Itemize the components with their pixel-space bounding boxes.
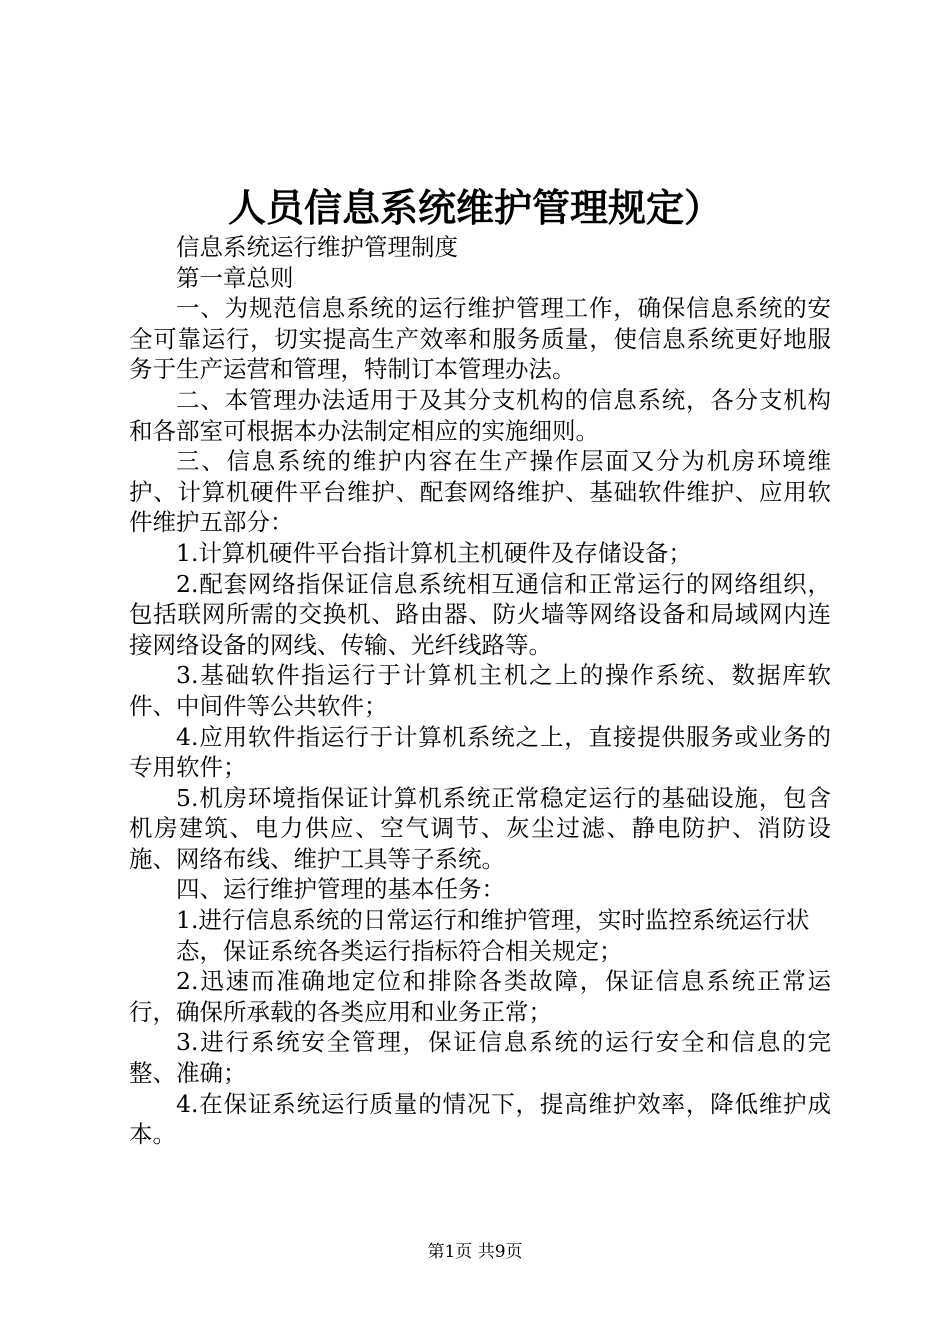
paragraph: 2.迅速而准确地定位和排除各类故障，保证信息系统正常运行，确保所承载的各类应用和业务正常； [129,967,831,1026]
paragraph: 5.机房环境指保证计算机系统正常稳定运行的基础设施，包含机房建筑、电力供应、空气调节、灰尘过滤、静电防护、消防设施、网络布线、维护工具等子系统。 [129,783,831,873]
paragraph: 第一章总则 [176,263,294,292]
paragraph: 态，保证系统各类运行指标符合相关规定； [176,936,623,965]
paragraph: 4.应用软件指运行于计算机系统之上，直接提供服务或业务的专用软件； [129,722,831,782]
paragraph: 信息系统运行维护管理制度 [176,233,458,261]
document-title: 人员信息系统维护管理规定） [227,185,722,230]
paragraph: 1.进行信息系统的日常运行和维护管理，实时监控系统运行状 [176,906,810,935]
paragraph: 1.计算机硬件平台指计算机主机硬件及存储设备； [176,538,692,567]
paragraph: 3.进行系统安全管理，保证信息系统的运行安全和信息的完整、准确； [129,1028,831,1088]
paragraph: 二、本管理办法适用于及其分支机构的信息系统，各分支机构和各部室可根据本办法制定相应的实施细则。 [129,385,831,445]
paragraph: 四、运行维护管理的基本任务： [176,875,505,904]
paragraph: 2.配套网络指保证信息系统相互通信和正常运行的网络组织，包括联网所需的交换机、路由器、防火墙等网络设备和局域网内连接网络设备的网线、传输、光纤线路等。 [129,569,831,659]
paragraph: 三、信息系统的维护内容在生产操作层面又分为机房环境维护、计算机硬件平台维护、配套网络维护、基础软件维护、应用软件维护五部分： [129,447,831,537]
document-body [129,232,831,1150]
page-footer: 第1页 共9页 [427,1242,523,1262]
paragraph: 4.在保证系统运行质量的情况下，提高维护效率，降低维护成本。 [129,1089,831,1149]
paragraph: 一、为规范信息系统的运行维护管理工作，确保信息系统的安全可靠运行，切实提高生产效率和服务质量，使信息系统更好地服务于生产运营和管理，特制订本管理办法。 [129,294,831,384]
paragraph: 3.基础软件指运行于计算机主机之上的操作系统、数据库软件、中间件等公共软件； [129,661,831,720]
